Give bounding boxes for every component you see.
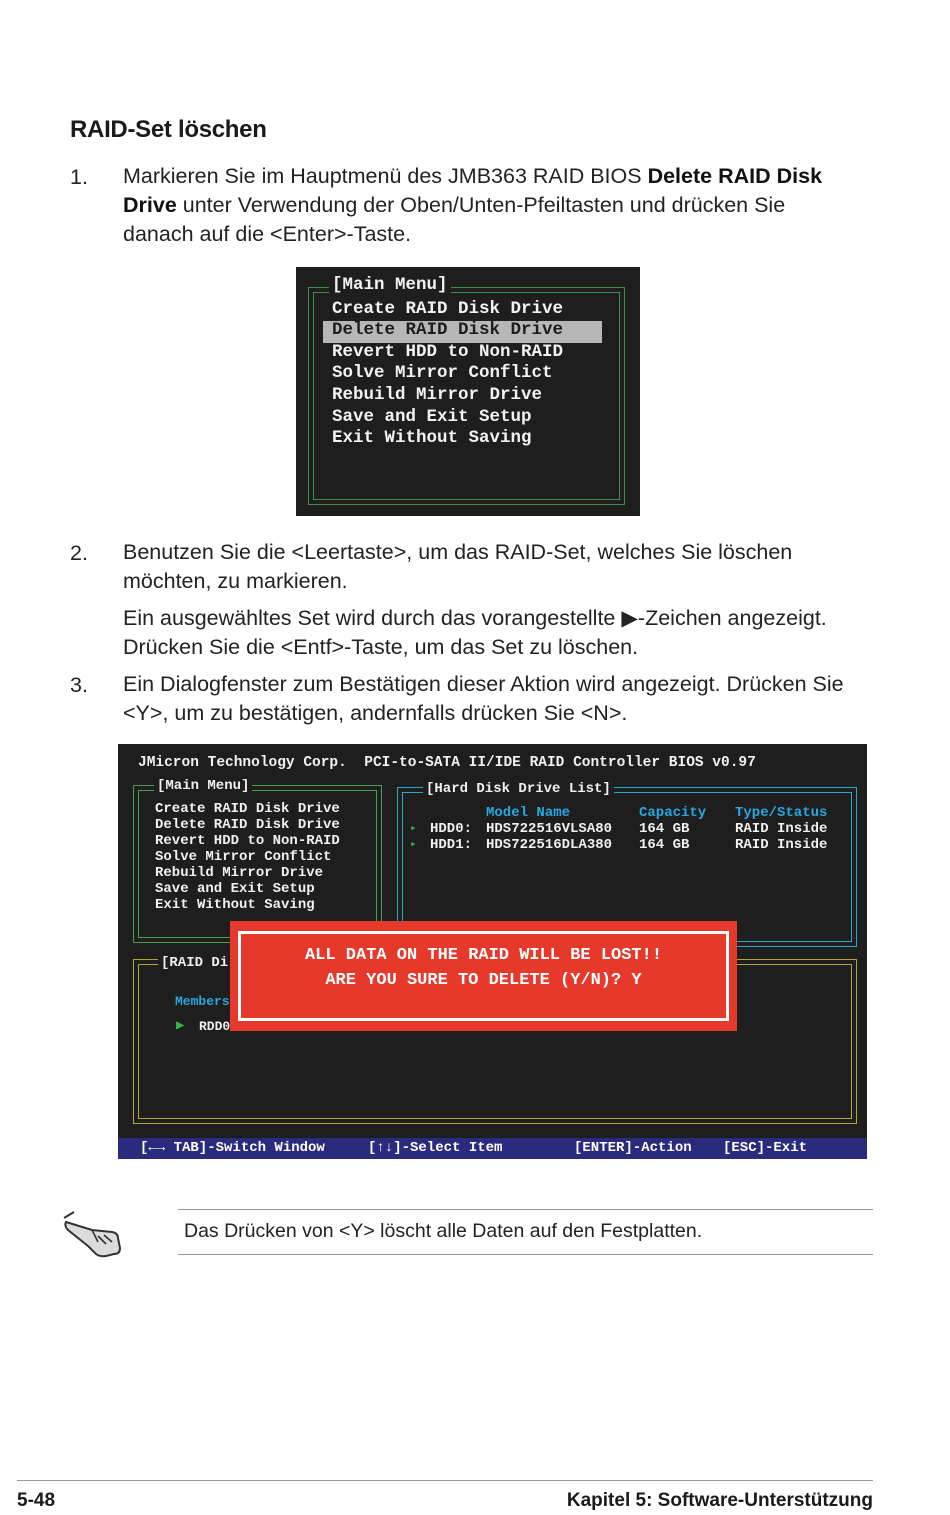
bios-delete-screenshot — [118, 744, 867, 1159]
col-model-name: Model Name — [486, 805, 571, 821]
main-menu-panel-title: [Main Menu] — [154, 778, 252, 794]
menu-item-delete-raid[interactable]: Delete RAID Disk Drive — [332, 320, 564, 340]
step-2-number: 2. — [70, 541, 88, 565]
panel-item-solve-mirror[interactable]: Solve Mirror Conflict — [155, 849, 332, 865]
menu-item-exit-no-save[interactable]: Exit Without Saving — [332, 428, 532, 448]
menu-item-revert-hdd[interactable]: Revert HDD to Non-RAID — [332, 342, 564, 362]
step-2-line-4: Drücken Sie die <Entf>-Taste, um das Set zu löschen. — [123, 635, 639, 659]
alert-confirm-line: ARE YOU SURE TO DELETE (Y/N)? Y — [325, 971, 642, 990]
raid-panel-title: [RAID Di — [158, 955, 231, 971]
dialog-border — [238, 931, 729, 1021]
members-label: Members — [175, 994, 230, 1009]
bios-main-menu-screenshot — [296, 267, 640, 516]
hint-exit: [ESC]-Exit — [723, 1140, 808, 1156]
note-rule-bottom — [178, 1254, 873, 1255]
alert-warning-line: ALL DATA ON THE RAID WILL BE LOST!! — [304, 946, 663, 965]
step-1-number: 1. — [70, 165, 88, 189]
menu-item-create-raid[interactable]: Create RAID Disk Drive — [332, 299, 564, 319]
step-3-line-2: <Y>, um zu bestätigen, andernfalls drücken Sie <N>. — [123, 701, 628, 725]
step-3-text — [123, 670, 883, 728]
col-capacity: Capacity — [639, 805, 707, 821]
panel-item-create-raid[interactable]: Create RAID Disk Drive — [155, 801, 340, 817]
main-menu-title: [Main Menu] — [329, 275, 451, 295]
hdd-list-title: [Hard Disk Drive List] — [423, 781, 614, 797]
step-1-bold-b: Drive — [123, 193, 177, 217]
bios-status-bar — [118, 1138, 867, 1159]
note-hand-icon — [62, 1208, 126, 1260]
note-text: Das Drücken von <Y> löscht alle Daten auf den Festplatten. — [184, 1220, 703, 1242]
step-2-line-2: möchten, zu markieren. — [123, 569, 348, 593]
row-marker-icon: ▸ — [410, 823, 417, 835]
delete-confirm-dialog[interactable] — [230, 921, 737, 1031]
step-1-text-c: danach auf die <Enter>-Taste. — [123, 222, 412, 246]
panel-item-exit-no-save[interactable]: Exit Without Saving — [155, 897, 315, 913]
section-heading: RAID-Set löschen — [70, 116, 267, 143]
step-1-text — [123, 162, 883, 249]
col-type-status: Type/Status — [735, 805, 828, 821]
step-2-line-3b: -Zeichen angezeigt. — [637, 606, 827, 630]
step-2-line-3a: Ein ausgewähltes Set wird durch das vorangestellte — [123, 606, 622, 630]
menu-item-rebuild-mirror[interactable]: Rebuild Mirror Drive — [332, 385, 543, 405]
step-2-text — [123, 538, 883, 596]
step-3-number: 3. — [70, 673, 88, 697]
panel-item-delete-raid[interactable]: Delete RAID Disk Drive — [155, 817, 340, 833]
step-1-bold-a: Delete RAID Disk — [647, 164, 823, 188]
panel-item-rebuild-mirror[interactable]: Rebuild Mirror Drive — [155, 865, 324, 881]
hint-switch-window: [←→ TAB]-Switch Window — [140, 1140, 325, 1156]
step-1-text-b: unter Verwendung der Oben/Unten-Pfeiltasten und drücken Sie — [176, 193, 786, 217]
page-number: 5-48 — [17, 1490, 56, 1511]
footer-rule — [17, 1480, 873, 1481]
note-rule-top — [178, 1209, 873, 1210]
step-1-text-a: Markieren Sie im Hauptmenü des JMB363 RAID BIOS — [123, 164, 648, 188]
hdd-id: HDD0: — [430, 821, 473, 837]
hdd-capacity: 164 GB — [639, 821, 690, 837]
row-marker-icon: ▸ — [410, 839, 417, 851]
chapter-title: Kapitel 5: Software-Unterstützung — [566, 1490, 873, 1511]
hdd-model: HDS722516DLA380 — [486, 837, 613, 853]
step-2-note — [123, 604, 883, 662]
raid-selected-marker-icon: ▶ — [176, 1018, 185, 1034]
hdd-capacity: 164 GB — [639, 837, 690, 853]
raid-row-label[interactable]: RDD0 — [199, 1019, 231, 1034]
play-arrow-icon: ▶ — [621, 606, 638, 630]
bios-header: JMicron Technology Corp. PCI-to-SATA II/IDE RAID Controller BIOS v0.97 — [138, 755, 756, 771]
panel-item-save-exit[interactable]: Save and Exit Setup — [155, 881, 315, 897]
hint-select-item: [↑↓]-Select Item — [368, 1140, 503, 1156]
hint-action: [ENTER]-Action — [574, 1140, 692, 1156]
panel-item-revert-hdd[interactable]: Revert HDD to Non-RAID — [155, 833, 340, 849]
hdd-id: HDD1: — [430, 837, 473, 853]
hdd-model: HDS722516VLSA80 — [486, 821, 613, 837]
menu-item-solve-mirror[interactable]: Solve Mirror Conflict — [332, 363, 553, 383]
step-2-line-1: Benutzen Sie die <Leertaste>, um das RAID-Set, welches Sie löschen — [123, 540, 793, 564]
hdd-type: RAID Inside — [735, 837, 828, 853]
step-3-line-1: Ein Dialogfenster zum Bestätigen dieser Aktion wird angezeigt. Drücken Sie — [123, 672, 844, 696]
hdd-type: RAID Inside — [735, 821, 828, 837]
menu-item-save-exit[interactable]: Save and Exit Setup — [332, 407, 532, 427]
